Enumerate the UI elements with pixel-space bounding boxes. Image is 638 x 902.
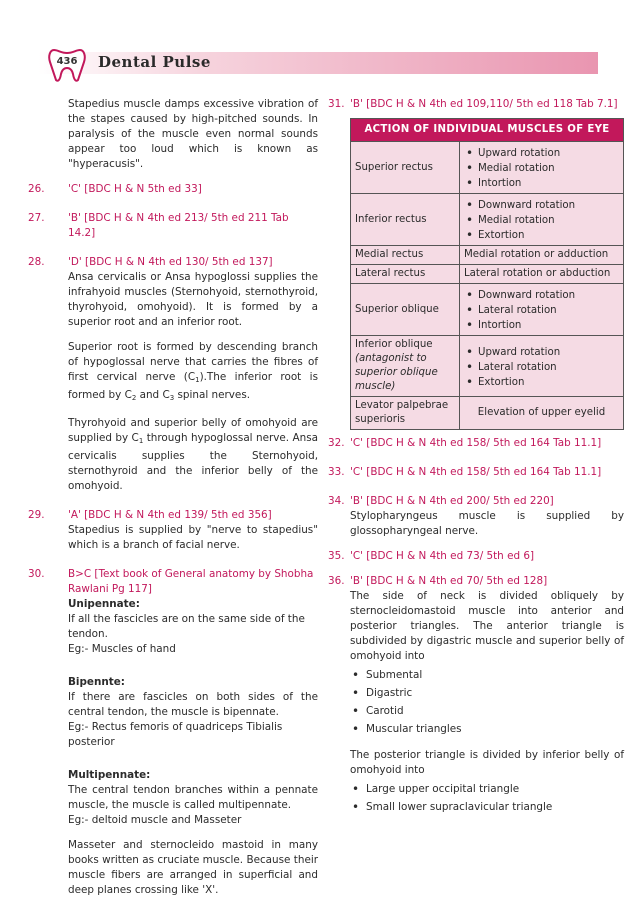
action-cell — [460, 336, 624, 397]
paragraph: The central tendon branches within a pennate muscle, the muscle is called multipennate. — [68, 784, 318, 811]
example: Eg:- Rectus femoris of quadriceps Tibialis posterior — [68, 721, 283, 748]
eye-muscles-table — [350, 118, 624, 430]
left-column — [28, 97, 318, 898]
question-33 — [328, 465, 624, 480]
muscle-cell: Superior oblique — [351, 284, 460, 336]
question-number: 29. — [28, 509, 45, 521]
table-row — [351, 194, 624, 246]
question-31 — [328, 97, 624, 112]
q36-body — [350, 589, 624, 816]
table-row — [351, 265, 624, 284]
list-item: • Carotid — [350, 702, 624, 720]
text: Superior root is formed by descending branch of hypoglossal nerve that carries the fibres of first cervical nerve (C — [68, 341, 318, 383]
question-number: 28. — [28, 256, 45, 268]
answer-reference: 'B' [BDC H & N 4th ed 200/ 5th ed 220] — [350, 495, 554, 507]
text: and C — [136, 389, 170, 401]
list-item: • Large upper occipital triangle — [350, 780, 624, 798]
brand-title — [98, 53, 211, 71]
muscle-cell: Superior rectus — [351, 142, 460, 194]
question-26 — [28, 182, 318, 197]
list-item: • Downward rotation — [464, 198, 619, 213]
muscle-cell: Medial rectus — [351, 246, 460, 265]
answer-reference: 'C' [BDC H & N 4th ed 158/ 5th ed 164 Tab 11.1] — [350, 437, 602, 449]
subscript: 2 — [131, 394, 137, 402]
table-header-row — [351, 119, 624, 142]
page-number: 436 — [56, 56, 78, 67]
paragraph: Ansa cervicalis or Ansa hypoglossi supplies the infrahyoid muscles (Sternohyoid, sternothyroid, thyrohyoid, omohyoid). It is formed by a superior root and an inferior root. — [68, 271, 318, 328]
question-27 — [28, 211, 318, 241]
table-row — [351, 284, 624, 336]
subscript: 1 — [138, 437, 144, 445]
paragraph: The side of neck is divided obliquely by sternocleidomastoid muscle into anterior and posterior triangles. The anterior triangle is subdivided by digastric muscle and superior belly of omohyoid into — [350, 590, 624, 662]
brand-text: Dental Pulse — [98, 53, 211, 71]
question-number: 32. — [328, 437, 345, 449]
action-cell — [460, 142, 624, 194]
answer-reference: 'C' [BDC H & N 4th ed 158/ 5th ed 164 Tab 11.1] — [350, 466, 602, 478]
intro-paragraph: Stapedius muscle damps excessive vibration of the stapes caused by high-pitched sounds. In paralysis of the muscle even normal sounds appear too loud which is known as "hyperacusis". — [68, 98, 318, 170]
subheading: Unipennate: — [68, 598, 140, 610]
muscle-name: Inferior oblique — [355, 339, 433, 350]
muscle-cell: Levator palpebrae superioris — [351, 397, 460, 430]
list-item: • Muscular triangles — [350, 720, 624, 738]
paragraph: Masseter and sternocleido mastoid in many books written as cruciate muscle. Because their muscle fibers are arranged in superficial and deep planes crossing like 'X'. — [68, 839, 318, 896]
list-item: • Downward rotation — [464, 288, 619, 303]
answer-reference: 'A' [BDC H & N 4th ed 139/ 5th ed 356] — [68, 509, 272, 521]
action-cell — [460, 194, 624, 246]
question-36 — [328, 574, 624, 589]
paragraph: The posterior triangle is divided by inferior belly of omohyoid into — [350, 749, 624, 776]
right-column — [328, 97, 624, 816]
table-row — [351, 142, 624, 194]
example: Eg:- Muscles of hand — [68, 643, 176, 655]
list-item: • Lateral rotation — [464, 303, 619, 318]
question-number: 27. — [28, 212, 45, 224]
paragraph — [68, 416, 318, 494]
subheading: Bipennte: — [68, 676, 125, 688]
list-item: • Intortion — [464, 318, 619, 333]
example: Eg:- deltoid muscle and Masseter — [68, 814, 242, 826]
subscript: 1 — [195, 376, 200, 384]
question-number: 30. — [28, 568, 45, 580]
question-number: 26. — [28, 183, 45, 195]
question-number: 36. — [328, 575, 345, 587]
unipennate-section — [68, 597, 318, 657]
muscle-note: (antagonist to superior oblique muscle) — [355, 353, 438, 392]
list-item: • Small lower supraclavicular triangle — [350, 798, 624, 816]
list-item: • Upward rotation — [464, 345, 619, 360]
list-item: • Lateral rotation — [464, 360, 619, 375]
subscript: 3 — [169, 394, 175, 402]
text: ).The inferior root is formed by C — [68, 371, 318, 401]
text: through hypoglossal nerve. Ansa cervicalis supplies the Sternohyoid, sternothyroid and the inferior belly of the omohyoid. — [68, 432, 318, 492]
anterior-triangle-list — [350, 666, 624, 738]
action-cell: Medial rotation or adduction — [460, 246, 624, 265]
action-cell — [460, 284, 624, 336]
list-item: • Intortion — [464, 176, 619, 191]
muscle-cell — [351, 336, 460, 397]
list-item: • Medial rotation — [464, 161, 619, 176]
question-number: 33. — [328, 466, 345, 478]
question-29 — [28, 508, 318, 523]
question-number: 35. — [328, 550, 345, 562]
paragraph: Stapedius is supplied by "nerve to stapedius" which is a branch of facial nerve. — [68, 524, 318, 551]
question-number: 31. — [328, 98, 345, 110]
answer-reference: 'B' [BDC H & N 4th ed 70/ 5th ed 128] — [350, 575, 548, 587]
list-item: • Extortion — [464, 228, 619, 243]
table-title: ACTION OF INDIVIDUAL MUSCLES OF EYE — [351, 119, 624, 142]
action-cell: Lateral rotation or abduction — [460, 265, 624, 284]
paragraph — [68, 340, 318, 406]
table-row — [351, 336, 624, 397]
muscle-cell: Inferior rectus — [351, 194, 460, 246]
table-row — [351, 246, 624, 265]
paragraph: Stylopharyngeus muscle is supplied by glossopharyngeal nerve. — [350, 510, 624, 537]
list-item: • Digastric — [350, 684, 624, 702]
answer-reference: B>C [Text book of General anatomy by Shobha Rawlani Pg 117] — [68, 568, 314, 595]
answer-reference: 'D' [BDC H & N 4th ed 130/ 5th ed 137] — [68, 256, 273, 268]
answer-reference: 'C' [BDC H & N 4th ed 73/ 5th ed 6] — [350, 550, 535, 562]
paragraph: If there are fascicles on both sides of the central tendon, the muscle is bipennate. — [68, 691, 318, 718]
answer-reference: 'B' [BDC H & N 4th ed 213/ 5th ed 211 Tab 14.2] — [68, 212, 289, 239]
muscle-cell: Lateral rectus — [351, 265, 460, 284]
list-item: • Extortion — [464, 375, 619, 390]
question-34 — [328, 494, 624, 509]
list-item: • Medial rotation — [464, 213, 619, 228]
subheading: Multipennate: — [68, 769, 151, 781]
list-item: • Submental — [350, 666, 624, 684]
question-32 — [328, 436, 624, 451]
table-row — [351, 397, 624, 430]
question-35 — [328, 549, 624, 564]
question-30 — [28, 567, 318, 597]
text: Thyrohyoid and superior belly of omohyoid are supplied by C — [68, 417, 318, 444]
text: spinal nerves. — [174, 389, 251, 401]
list-item: • Upward rotation — [464, 146, 619, 161]
posterior-triangle-list — [350, 780, 624, 816]
bipennate-section — [68, 675, 318, 750]
multipennate-section — [68, 768, 318, 828]
question-28 — [28, 255, 318, 270]
question-number: 34. — [328, 495, 345, 507]
action-cell: Elevation of upper eyelid — [460, 397, 624, 430]
answer-reference: 'C' [BDC H & N 5th ed 33] — [68, 183, 202, 195]
paragraph: If all the fascicles are on the same side of the tendon. — [68, 613, 305, 640]
answer-reference: 'B' [BDC H & N 4th ed 109,110/ 5th ed 118 Tab 7.1] — [350, 98, 618, 110]
